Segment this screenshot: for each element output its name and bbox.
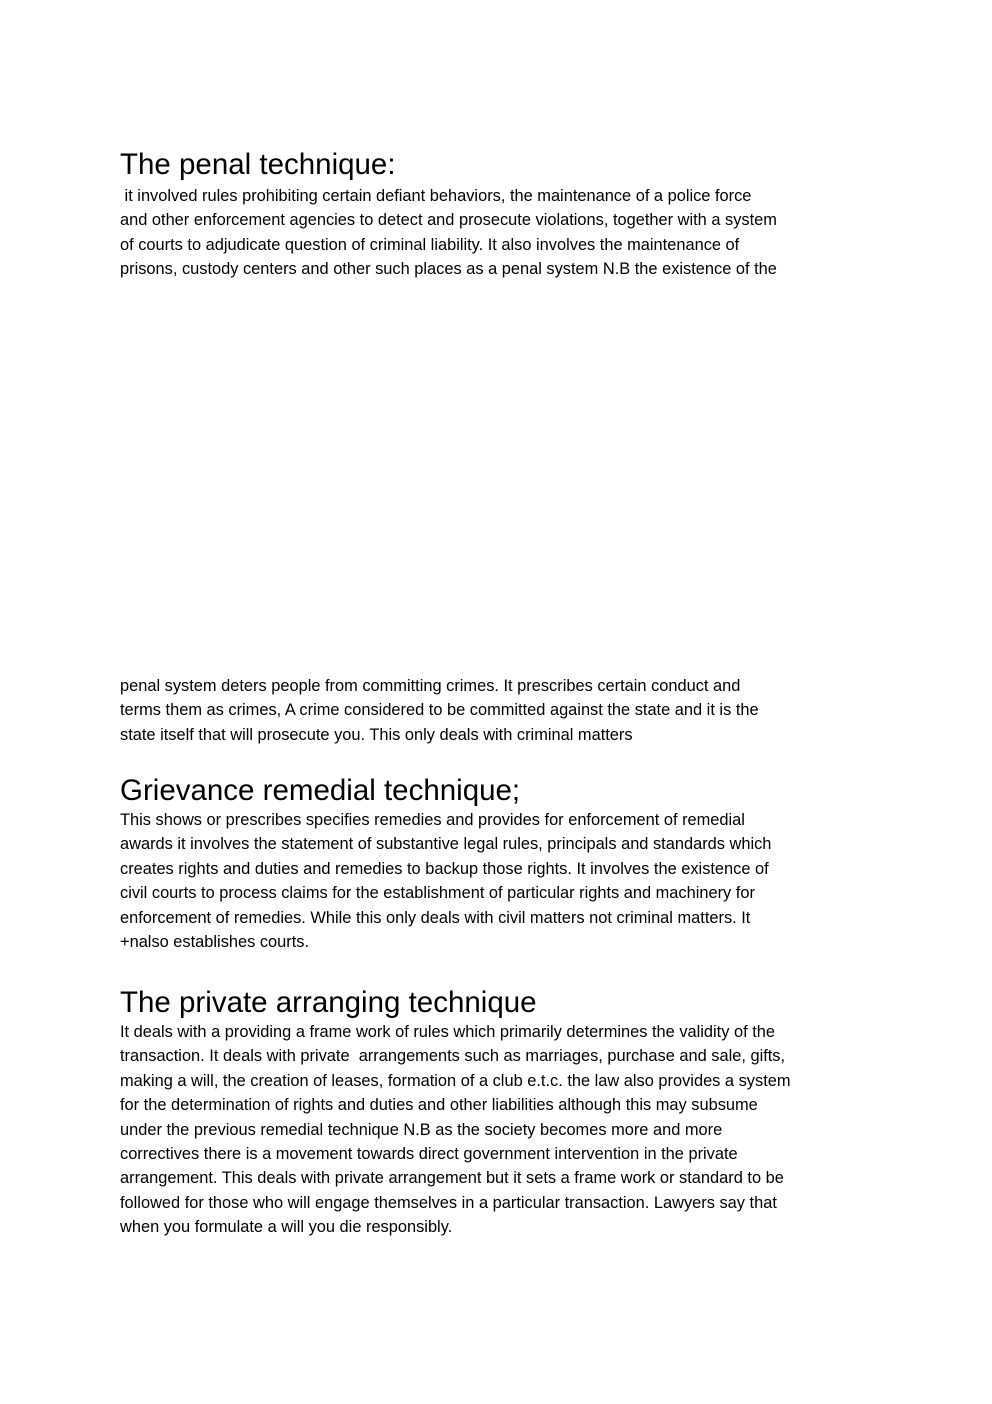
paragraph-line: This shows or prescribes specifies remedies and provides for enforcement of remedial [120,811,745,829]
section-heading: Grievance remedial technique; [120,774,521,807]
paragraph-line: penal system deters people from committing crimes. It prescribes certain conduct and [120,677,741,695]
section-grievance-remedial [120,774,880,954]
paragraph-line: of courts to adjudicate question of criminal liability. It also involves the maintenance of [120,235,740,254]
paragraph-line: civil courts to process claims for the establishment of particular rights and machinery for [120,884,755,903]
section-private-arranging [120,986,880,1240]
paragraph-line: transaction. It deals with private arrangements such as marriages, purchase and sale, gifts, [120,1047,786,1066]
paragraph-line: under the previous remedial technique N.B as the society becomes more and more [120,1120,723,1139]
section-penal-technique [120,148,880,282]
paragraph-line: when you formulate a will you die responsibly. [120,1218,453,1237]
paragraph-line: It deals with a providing a frame work of rules which primarily determines the validity of the [120,1023,775,1041]
section-heading: The penal technique: [120,148,396,181]
paragraph-line: arrangement. This deals with private arrangement but it sets a frame work or standard to be [120,1169,784,1188]
paragraph-line: prisons, custody centers and other such places as a penal system N.B the existence of the [120,260,777,279]
paragraph-line: +nalso establishes courts. [120,933,310,952]
paragraph-line: creates rights and duties and remedies to backup those rights. It involves the existence of [120,859,769,878]
paragraph-line: it involved rules prohibiting certain defiant behaviors, the maintenance of a police force [120,187,752,205]
paragraph-line: for the determination of rights and duties and other liabilities although this may subsume [120,1096,758,1115]
paragraph-line: terms them as crimes, A crime considered to be committed against the state and it is the [120,701,759,720]
paragraph-line: enforcement of remedies. While this only deals with civil matters not criminal matters. It [120,908,751,927]
paragraph-line: correctives there is a movement towards direct government intervention in the private [120,1145,738,1164]
paragraph-line: making a will, the creation of leases, formation of a club e.t.c. the law also provides a system [120,1071,791,1090]
paragraph-line: and other enforcement agencies to detect and prosecute violations, together with a system [120,211,777,230]
paragraph-line: awards it involves the statement of substantive legal rules, principals and standards which [120,835,772,854]
paragraph-line: followed for those who will engage themselves in a particular transaction. Lawyers say that [120,1193,777,1212]
paragraph-line: state itself that will prosecute you. This only deals with criminal matters [120,725,633,744]
section-penal-continuation [120,674,880,747]
section-heading: The private arranging technique [120,986,537,1019]
